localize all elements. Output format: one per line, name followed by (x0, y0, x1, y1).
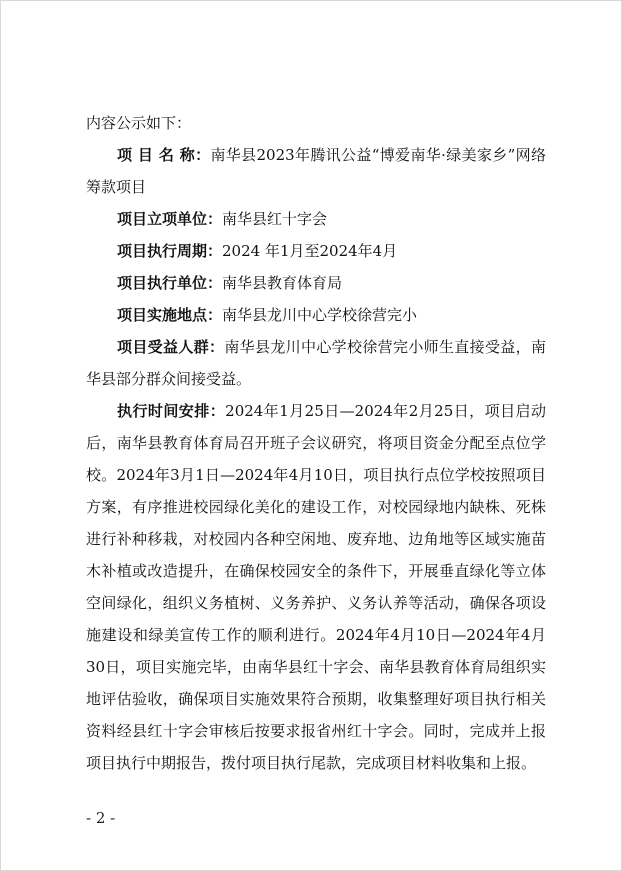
project-period-label: 项目执行周期： (117, 242, 223, 260)
project-beneficiaries-value: 南华县龙川中心学校徐营完小师生直接受益，南华县部分群众间接受益。 (86, 338, 546, 388)
project-executor-field (86, 267, 546, 299)
schedule-paragraph (86, 395, 546, 779)
project-initiator-field (86, 203, 546, 235)
project-period-value: 2024 年1月至2024年4月 (222, 242, 398, 260)
project-initiator-value: 南华县红十字会 (222, 210, 328, 228)
project-beneficiaries-field (86, 331, 546, 395)
schedule-label: 执行时间安排： (117, 402, 226, 420)
project-name-label: 项 目 名 称： (117, 146, 211, 164)
schedule-text: 2024年1月25日—2024年2月25日，项目启动后，南华县教育体育局召开班子会议研究，将项目资金分配至点位学校。2024年3月1日—2024年4月10日，项目执行点位学校按照项目方案，有序推进校园绿化美化的建设工作，对校园绿地内缺株、死株进行补种移栽，对校园内各种空闲地、废弃地、边角地等区域实施苗木补植或改造提升，在确保校园安全的条件下，开展垂直绿化等立体空间绿化，组织义务植树、义务养护、义务认养等活动，确保各项设施建设和绿美宣传工作的顺利进行。2024年4月10日—2024年4月30日，项目实施完毕，由南华县红十字会、南华县教育体育局组织实地评估验收，确保项目实施效果符合预期，收集整理好项目执行相关资料经县红十字会审核后按要求报省州红十字会。同时，完成并上报项目执行中期报告，拨付项目执行尾款，完成项目材料收集和上报。 (86, 402, 546, 772)
project-beneficiaries-label: 项目受益人群： (117, 338, 225, 356)
project-name-value: 南华县2023年腾讯公益“博爱南华·绿美家乡”网络筹款项目 (86, 146, 547, 196)
project-location-label: 项目实施地点： (117, 306, 223, 324)
project-name-field (86, 139, 546, 203)
project-executor-value: 南华县教育体育局 (222, 274, 343, 292)
intro-text: 内容公示如下： (86, 114, 192, 132)
project-executor-label: 项目执行单位： (117, 274, 223, 292)
project-initiator-label: 项目立项单位： (117, 210, 223, 228)
page-number: - 2 - (86, 809, 116, 827)
project-location-value: 南华县龙川中心学校徐营完小 (222, 306, 418, 324)
project-location-field (86, 299, 546, 331)
document-body (86, 107, 546, 779)
project-period-field (86, 235, 546, 267)
